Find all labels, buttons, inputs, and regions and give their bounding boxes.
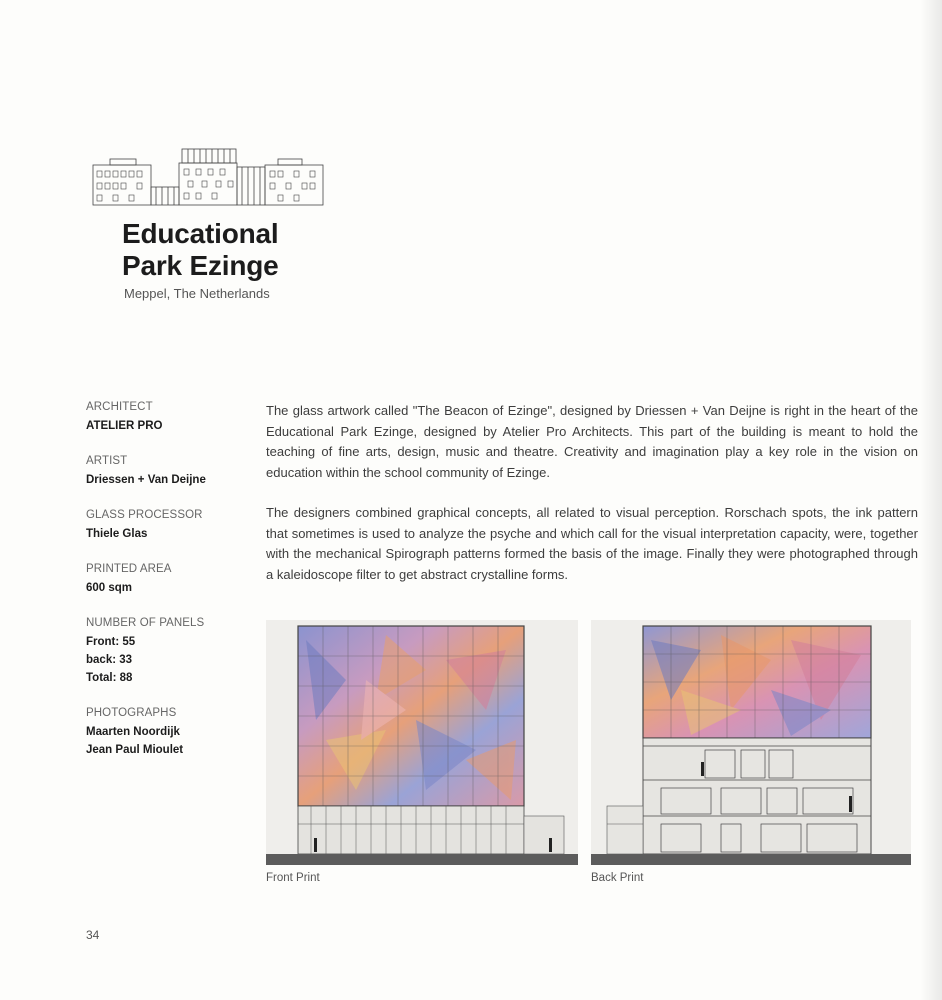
fact-label: PHOTOGRAPHS <box>86 707 177 719</box>
body-paragraph: The glass artwork called "The Beacon of Ezinge", designed by Driessen + Van Deijne is right in the heart of the Educational Park Ezinge, designed by Atelier Pro Architects. This part of the building is meant to hold the teaching of fine arts, design, music and theatre. Creativity and imagination play a key role in the vision on education within the school community of Ezinge. <box>266 403 918 480</box>
fact-artist <box>86 454 256 489</box>
fact-printed-area <box>86 562 256 597</box>
fact-label: ARCHITECT <box>86 401 153 413</box>
fact-label: PRINTED AREA <box>86 563 172 575</box>
back-print-caption: Back Print <box>591 872 644 884</box>
fact-glass-processor <box>86 508 256 543</box>
fact-value: Thiele Glas <box>86 528 148 540</box>
back-print-image <box>591 620 911 865</box>
building-elevation-logo <box>92 147 324 207</box>
body-paragraph: The designers combined graphical concepts, all related to visual perception. Rorschach spots, the ink pattern that sometimes is used to analyze the psyche and which call for the visual interpretation capacity, were, together with the mechanical Spirograph patterns formed the basis of the image. Finally they were photographed through a kaleidoscope filter to get abstract crystalline forms. <box>266 505 918 582</box>
fact-value: Driessen + Van Deijne <box>86 474 206 486</box>
front-print-image <box>266 620 578 865</box>
fact-label: NUMBER OF PANELS <box>86 617 205 629</box>
fact-number-of-panels <box>86 616 256 687</box>
fact-value: 600 sqm <box>86 582 133 594</box>
fact-value: Maarten Noordijk <box>86 726 180 738</box>
fact-sheet <box>86 400 256 778</box>
front-print-caption: Front Print <box>266 872 320 884</box>
fact-value: back: 33 <box>86 654 133 666</box>
project-title-line2: Park Ezinge <box>122 250 279 281</box>
fact-label: GLASS PROCESSOR <box>86 509 203 521</box>
body-text <box>266 401 918 605</box>
project-title-line1: Educational <box>122 218 279 249</box>
fact-value: Front: 55 <box>86 636 136 648</box>
fact-value: Jean Paul Mioulet <box>86 744 184 756</box>
fact-photographs <box>86 706 256 759</box>
fact-value: Total: 88 <box>86 672 133 684</box>
project-location: Meppel, The Netherlands <box>124 286 270 301</box>
fact-label: ARTIST <box>86 455 128 467</box>
page-number: 34 <box>86 928 100 942</box>
fact-value: ATELIER PRO <box>86 420 163 432</box>
fact-architect <box>86 400 256 435</box>
book-spine-shadow <box>920 0 942 1000</box>
project-title <box>122 218 279 282</box>
